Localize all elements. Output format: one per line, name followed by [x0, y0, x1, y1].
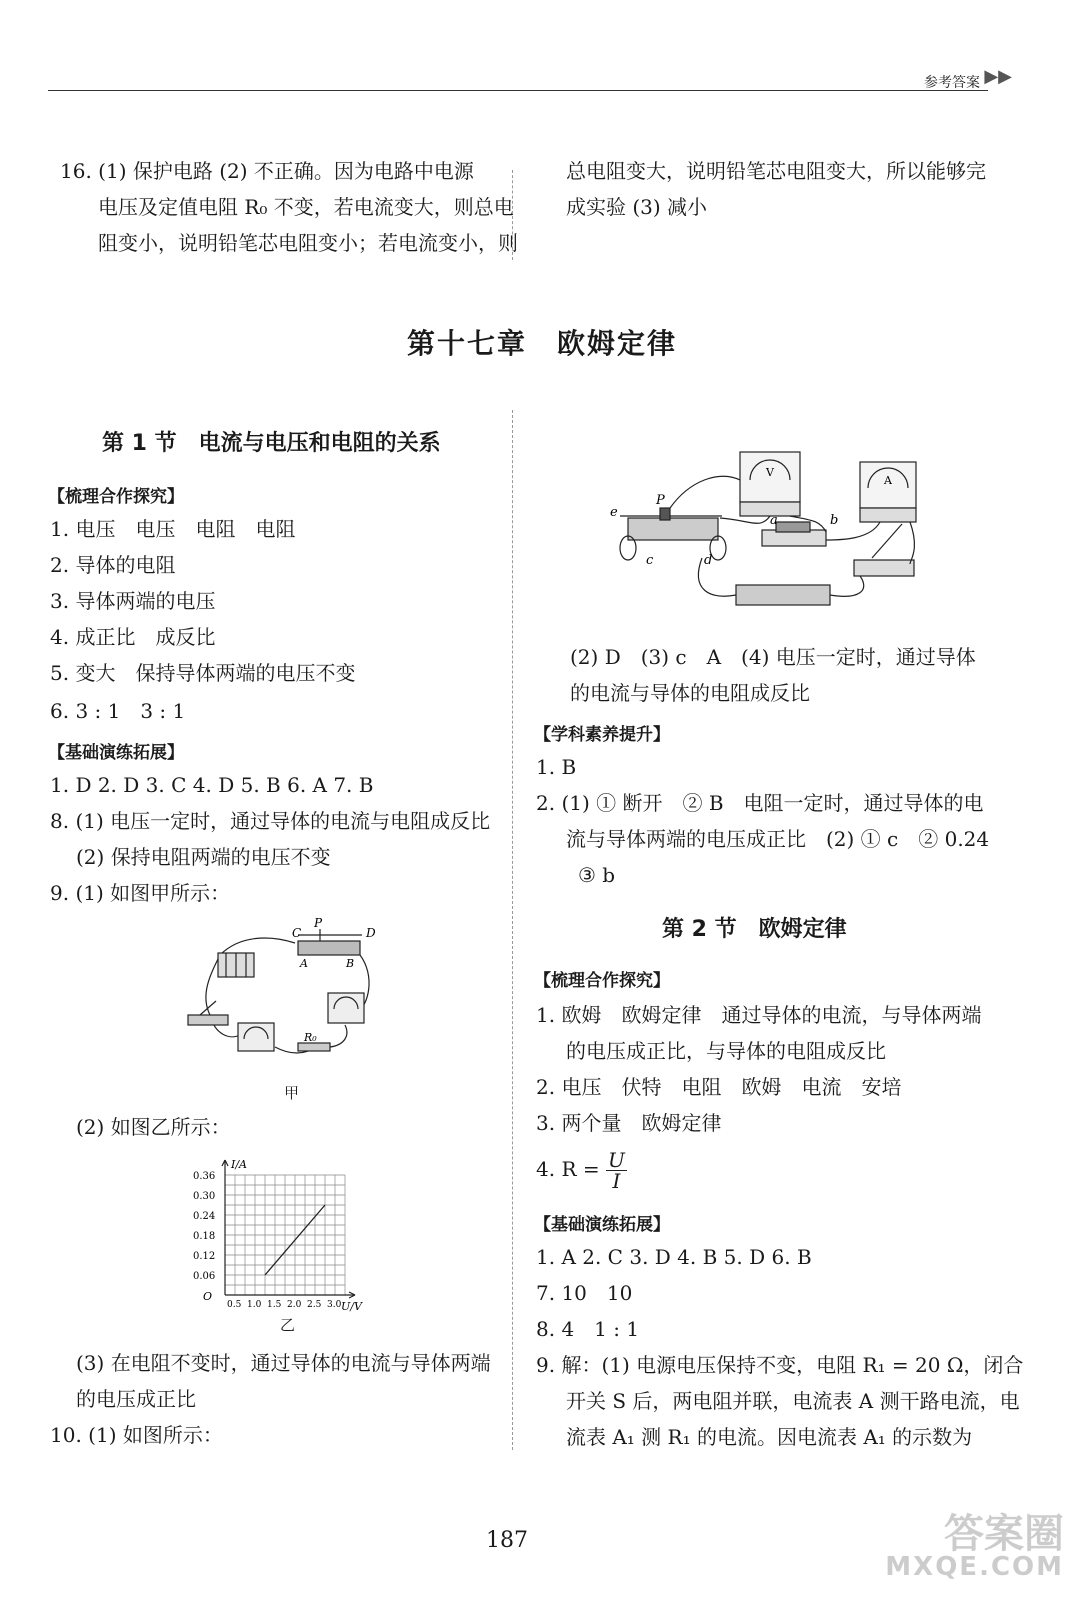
answer-line: 3. 导体两端的电压 [50, 589, 216, 613]
answer-line: 2. (1) ① 断开 ② B 电阻一定时，通过导体的电 [536, 791, 984, 815]
answer-line: 的电压成正比 [76, 1387, 196, 1411]
answer-line: 9. 解：(1) 电源电压保持不变，电阻 R₁ = 20 Ω，闭合 [536, 1353, 1024, 1377]
answer-line: 开关 S 后，两电阻并联，电流表 A 测干路电流，电 [566, 1389, 1020, 1413]
column-divider [512, 410, 513, 1450]
page-number: 187 [486, 1528, 528, 1553]
answer-line: 流表 A₁ 测 R₁ 的电流。因电流表 A₁ 的示数为 [566, 1425, 973, 1449]
answer-line: 1. 欧姆 欧姆定律 通过导体的电流，与导体两端 [536, 1003, 982, 1027]
group-header: 【梳理合作探究】 [48, 487, 184, 507]
top-right-line: 成实验 (3) 减小 [566, 195, 708, 219]
answer-line: (2) 保持电阻两端的电压不变 [76, 845, 331, 869]
label-d: d [704, 553, 713, 568]
answer-line: 6. 3 : 1 3 : 1 [50, 699, 186, 723]
column-divider [512, 170, 513, 260]
chapter-title: 第十七章 欧姆定律 [406, 327, 677, 360]
figure-caption: 甲 [284, 1084, 300, 1102]
answer-line: 1. 电压 电压 电阻 电阻 [50, 517, 296, 541]
circuit-figure-right [610, 440, 930, 640]
x-tick-label: 2.0 [287, 1300, 302, 1310]
answer-line: (3) 在电阻不变时，通过导体的电流与导体两端 [76, 1351, 491, 1375]
label-p: P [314, 916, 323, 930]
formula-denominator: I [612, 1169, 621, 1193]
top-right-line: 总电阻变大，说明铅笔芯电阻变大，所以能够完 [566, 159, 986, 183]
graph-origin: O [203, 1290, 213, 1303]
y-tick-label: 0.24 [193, 1211, 216, 1222]
label-d: D [366, 926, 376, 940]
watermark-url: MXQE.COM [885, 1552, 1064, 1582]
graph-xlabel: U/V [341, 1300, 362, 1313]
header-rule [48, 90, 988, 91]
y-tick-label: 0.30 [193, 1191, 216, 1202]
answer-line: (2) D (3) c A (4) 电压一定时，通过导体 [570, 645, 976, 669]
y-tick-label: 0.12 [193, 1251, 216, 1262]
group-header: 【梳理合作探究】 [534, 971, 670, 991]
top-left-line: 电压及定值电阻 R₀ 不变，若电流变大，则总电 [98, 195, 514, 219]
ammeter-label: A [884, 474, 892, 487]
answer-line: 8. (1) 电压一定时，通过导体的电流与电阻成反比 [50, 809, 491, 833]
header-arrow-icon: ▶▶ [984, 66, 1012, 87]
x-tick-label: 0.5 [227, 1300, 242, 1310]
answer-line: 1. A 2. C 3. D 4. B 5. D 6. B [536, 1245, 812, 1269]
label-b: B [346, 957, 355, 970]
y-tick-label: 0.06 [193, 1271, 216, 1282]
top-left-line: 阻变小，说明铅笔芯电阻变小；若电流变小，则 [98, 231, 518, 255]
label-r0: R₀ [304, 1031, 317, 1044]
answer-line: 的电流与导体的电阻成反比 [570, 681, 810, 705]
formula-prefix: 4. R = [536, 1157, 600, 1181]
answer-line: 7. 10 10 [536, 1281, 633, 1305]
group-header: 【基础演练拓展】 [48, 743, 184, 763]
answer-line: 8. 4 1 : 1 [536, 1317, 640, 1341]
formula-fraction [606, 1150, 627, 1191]
running-header: 参考答案 [924, 75, 980, 91]
iu-graph [185, 1150, 375, 1315]
answer-line: 的电压成正比，与导体的电阻成反比 [566, 1039, 886, 1063]
answer-line: 10. (1) 如图所示： [50, 1423, 223, 1447]
voltmeter-label: V [766, 466, 774, 479]
label-a: a [770, 513, 778, 528]
label-c: c [646, 553, 654, 568]
formula-numerator: U [607, 1148, 625, 1172]
x-tick-label: 3.0 [327, 1300, 342, 1310]
x-tick-label: 2.5 [307, 1300, 322, 1310]
answer-line: 4. 成正比 成反比 [50, 625, 216, 649]
top-left-line: 16. (1) 保护电路 (2) 不正确。因为电路中电源 [60, 159, 474, 183]
answer-line: 2. 电压 伏特 电阻 欧姆 电流 安培 [536, 1075, 902, 1099]
y-tick-label: 0.18 [193, 1231, 216, 1242]
label-c: C [292, 926, 302, 940]
x-tick-label: 1.0 [247, 1300, 262, 1310]
watermark-logo: 答案圈 [944, 1511, 1064, 1557]
group-header: 【学科素养提升】 [534, 725, 670, 745]
y-tick-label: 0.36 [193, 1171, 216, 1182]
label-a: A [300, 957, 308, 970]
answer-line: 1. D 2. D 3. C 4. D 5. B 6. A 7. B [50, 773, 374, 797]
figure-caption: 乙 [280, 1316, 296, 1334]
label-e: e [610, 505, 618, 520]
answer-line: ③ b [578, 863, 616, 887]
section-2-title: 第 2 节 欧姆定律 [662, 917, 847, 942]
answer-line: 3. 两个量 欧姆定律 [536, 1111, 722, 1135]
circuit-figure-jia [180, 915, 380, 1065]
x-tick-label: 1.5 [267, 1300, 282, 1310]
ohm-formula [536, 1150, 627, 1191]
label-p: P [656, 493, 665, 508]
answer-line: 流与导体两端的电压成正比 (2) ① c ② 0.24 [566, 827, 990, 851]
graph-ylabel: I/A [231, 1158, 247, 1171]
answer-line: 2. 导体的电阻 [50, 553, 176, 577]
label-b: b [830, 513, 839, 528]
section-1-title: 第 1 节 电流与电压和电阻的关系 [102, 431, 441, 456]
group-header: 【基础演练拓展】 [534, 1215, 670, 1235]
answer-line: 1. B [536, 755, 577, 779]
answer-line: (2) 如图乙所示： [76, 1115, 231, 1139]
answer-line: 5. 变大 保持导体两端的电压不变 [50, 661, 356, 685]
answer-line: 9. (1) 如图甲所示： [50, 881, 231, 905]
